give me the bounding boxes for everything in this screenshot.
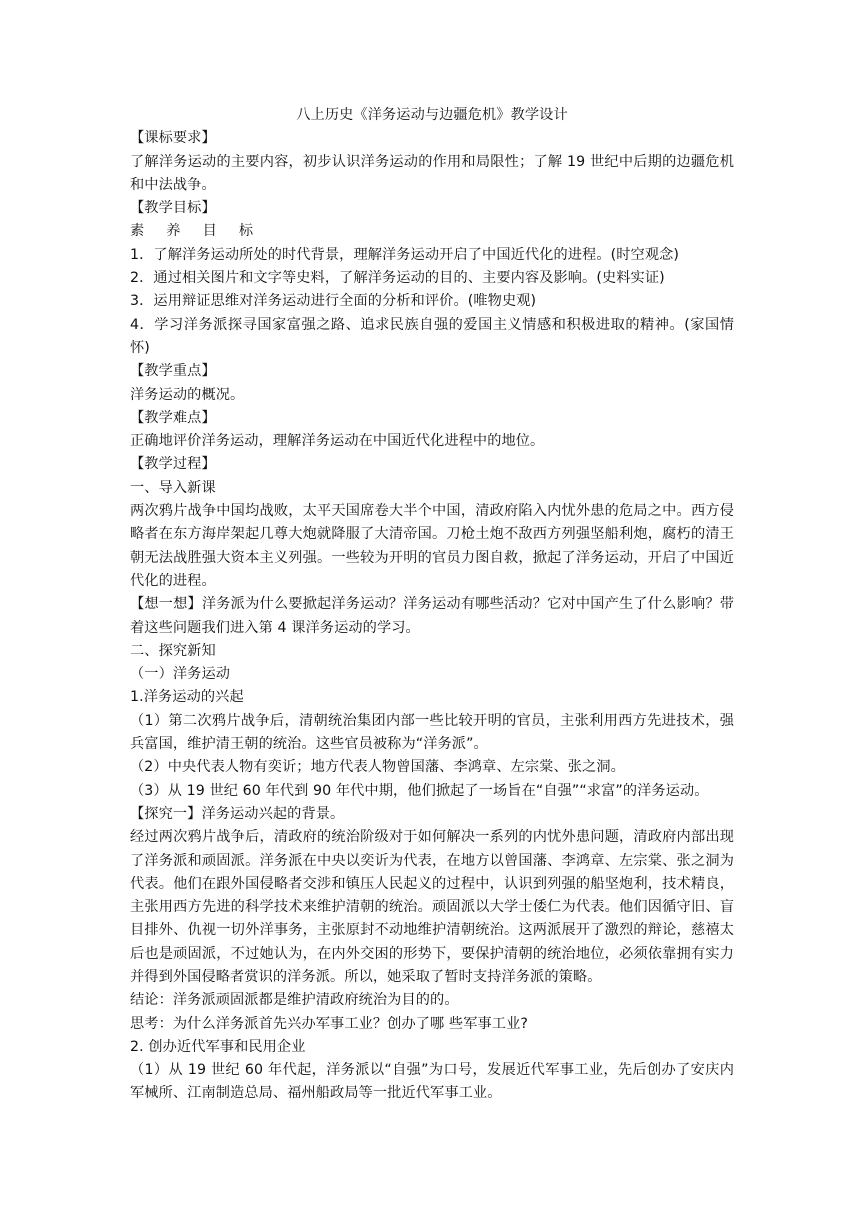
subsection-heading: （一）洋务运动 xyxy=(130,666,231,683)
goals-heading-char: 目 xyxy=(202,223,217,240)
rise-heading: 1.洋务运动的兴起 xyxy=(130,689,244,706)
goal-item: 3．运用辩证思维对洋务运动进行全面的分析和评价。(唯物史观) xyxy=(130,293,537,310)
goals-heading xyxy=(130,220,734,243)
key-point-label: 【教学重点】 xyxy=(130,363,216,380)
intro-text: 两次鸦片战争中国均战败，太平天国席卷大半个中国，清政府陷入内忧外患的危局之中。西方侵略者在东方海岸架起几尊大炮就降服了大清帝国。刀枪土炮不敌西方列强坚船利炮，腐朽的清王朝无法战胜强大资本主义列强。一些较为开明的官员力图自救，掀起了洋务运动，开启了中国近代化的进程。 xyxy=(130,503,734,589)
curriculum-text: 了解洋务运动的主要内容，初步认识洋务运动的作用和局限性；了解 19 世纪中后期的边疆危机和中法战争。 xyxy=(130,153,734,193)
rise-item: （2）中央代表人物有奕䜣；地方代表人物曾国藩、李鸿章、左宗棠、张之洞。 xyxy=(130,759,625,776)
rise-item: （1）第二次鸦片战争后，清朝统治集团内部一些比较开明的官员，主张利用西方先进技术，强兵富国，维护清王朝的统治。这些官员被称为“洋务派”。 xyxy=(130,712,734,753)
goal-item: 1．了解洋务运动所处的时代背景，理解洋务运动开启了中国近代化的进程。(时空观念) xyxy=(130,246,680,263)
goals-heading-char: 素 xyxy=(130,223,145,240)
key-point-text: 洋务运动的概况。 xyxy=(130,386,245,403)
process-label: 【教学过程】 xyxy=(130,456,216,473)
explore1-text: 经过两次鸦片战争后，清政府的统治阶级对于如何解决一系列的内忧外患问题，清政府内部出现了洋务派和顽固派。洋务派在中央以奕䜣为代表，在地方以曾国藩、李鸿章、左宗棠、张之洞为代表。他们在跟外国侵略者交涉和镇压人民起义的过程中，认识到列强的船坚炮利，技术精良，主张用西方先进的科学技术来维护清朝的统治。顽固派以大学士倭仁为代表。他们因循守旧、盲目排外、仇视一切外洋事务，主张原封不动地维护清朝统治。这两派展开了激烈的辩论，慈禧太后也是顽固派，不过她认为，在内外交困的形势下，要保护清朝的统治地位，必须依靠拥有实力并得到外国侵略者赏识的洋务派。所以，她采取了暂时支持洋务派的策略。 xyxy=(130,829,734,985)
goal-item: 2．通过相关图片和文字等史料，了解洋务运动的目的、主要内容及影响。(史料实证) xyxy=(130,270,665,287)
industry-item: （1）从 19 世纪 60 年代起，洋务派以“自强”为口号，发展近代军事工业，先后创办了安庆内军械所、江南制造总局、福州船政局等一批近代军事工业。 xyxy=(130,1062,734,1102)
explore-heading: 二、探究新知 xyxy=(130,642,216,659)
goal-item: 4．学习洋务派探寻国家富强之路、追求民族自强的爱国主义情感和积极进取的精神。(家国情怀) xyxy=(130,316,734,356)
thinking-text: 思考：为什么洋务派首先兴办军事工业？创办了哪 些军事工业? xyxy=(130,1015,529,1032)
document-body xyxy=(130,104,734,1106)
intro-heading: 一、导入新课 xyxy=(130,479,216,496)
goals-heading-char: 养 xyxy=(166,223,181,240)
think-text: 【想一想】洋务派为什么要掀起洋务运动？洋务运动有哪些活动？它对中国产生了什么影响？带着这些问题我们进入第 4 课洋务运动的学习。 xyxy=(130,596,734,636)
goals-heading-char: 标 xyxy=(238,223,254,240)
curriculum-label: 【课标要求】 xyxy=(130,130,216,147)
difficulty-text: 正确地评价洋务运动，理解洋务运动在中国近代化进程中的地位。 xyxy=(130,433,545,450)
goals-label: 【教学目标】 xyxy=(130,200,216,217)
rise-item: （3）从 19 世纪 60 年代到 90 年代中期，他们掀起了一场旨在“自强”“求富”的洋务运动。 xyxy=(130,782,709,799)
conclusion-text: 结论：洋务派顽固派都是维护清政府统治为目的的。 xyxy=(130,992,459,1009)
difficulty-label: 【教学难点】 xyxy=(130,409,216,426)
explore1-heading: 【探究一】洋务运动兴起的背景。 xyxy=(130,805,345,822)
industry-heading: 2. 创办近代军事和民用企业 xyxy=(130,1038,306,1055)
document-title: 八上历史《洋务运动与边疆危机》教学设计 xyxy=(296,107,568,123)
